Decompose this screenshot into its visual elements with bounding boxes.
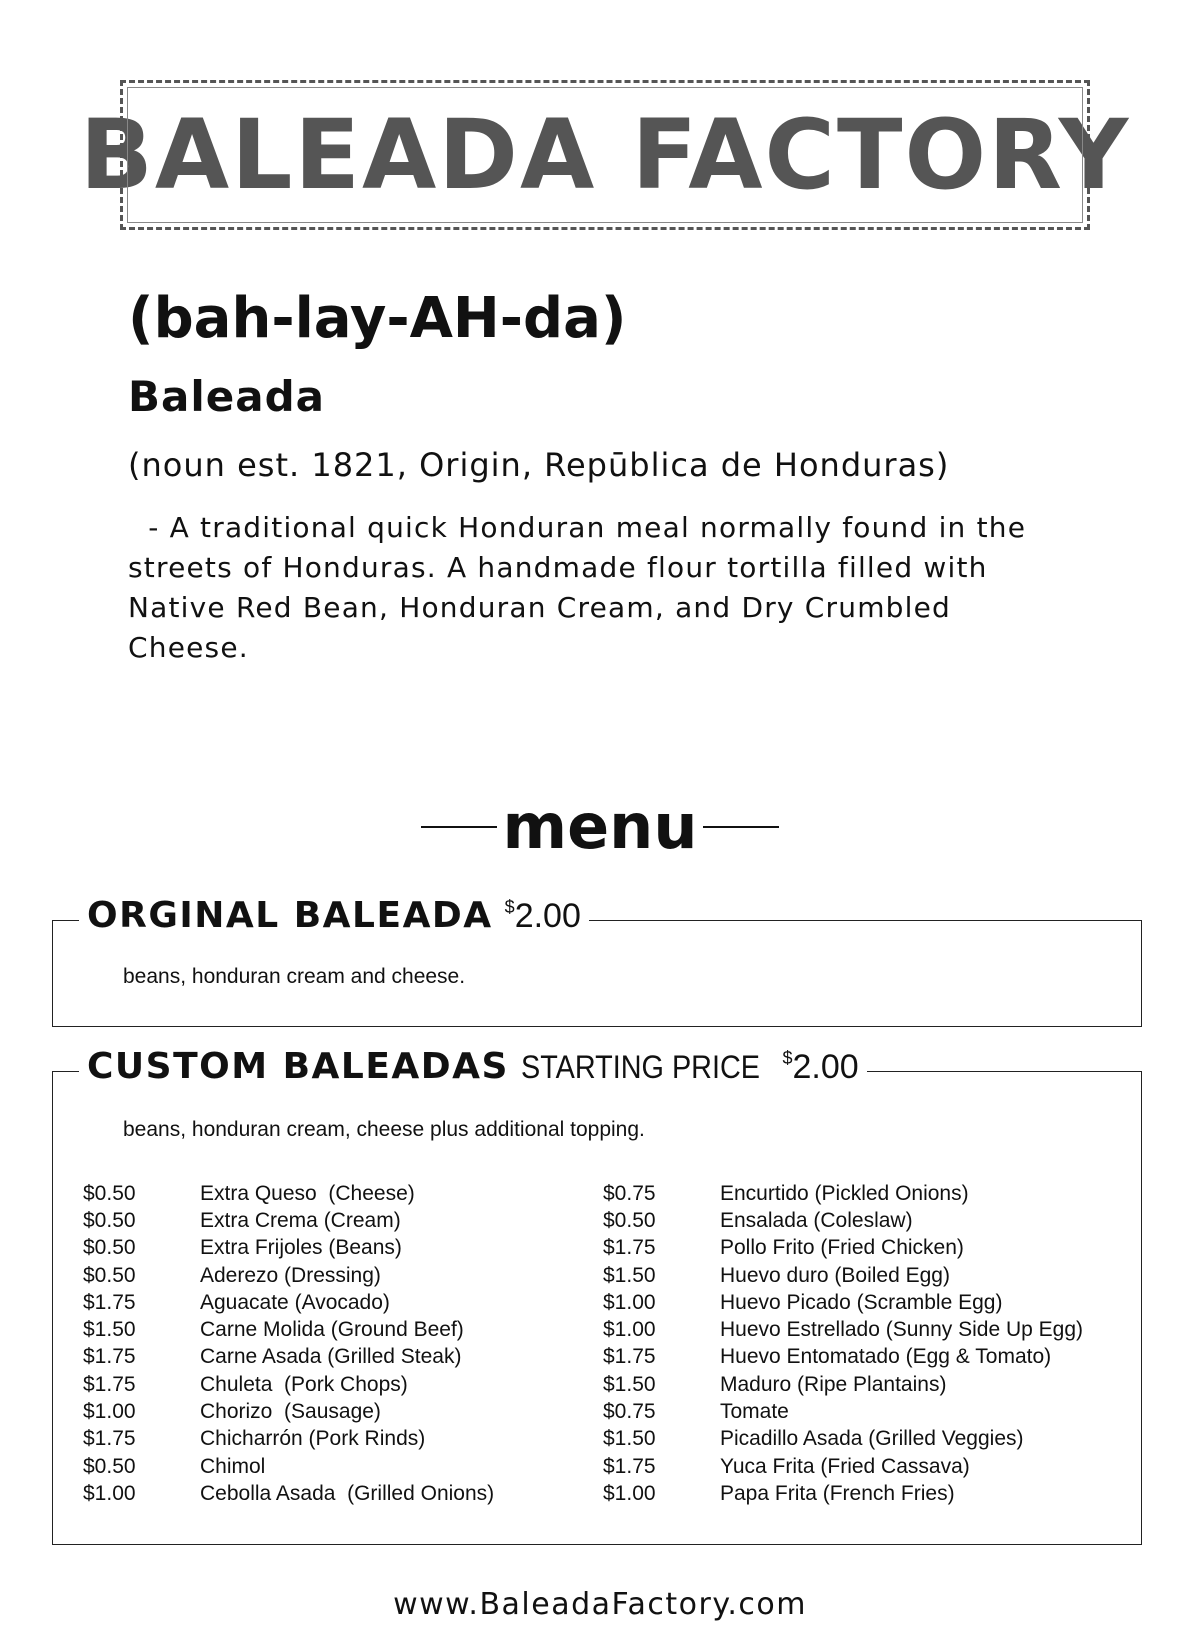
topping-price: $0.50 xyxy=(83,1208,136,1232)
topping-name: Carne Asada (Grilled Steak) xyxy=(200,1345,462,1369)
topping-price: $0.50 xyxy=(603,1208,656,1232)
original-currency: $ xyxy=(504,897,515,917)
toppings-column-right xyxy=(603,1180,1123,1508)
custom-title: CUSTOM BALEADAS xyxy=(87,1046,509,1087)
topping-price: $1.75 xyxy=(83,1290,136,1314)
topping-row xyxy=(603,1480,1123,1507)
topping-name: Yuca Frita (Fried Cassava) xyxy=(720,1454,970,1478)
original-header xyxy=(79,895,589,936)
menu-title: menu xyxy=(502,790,698,863)
topping-name: Chuleta (Pork Chops) xyxy=(200,1372,408,1396)
topping-row xyxy=(603,1316,1123,1343)
topping-price: $1.50 xyxy=(603,1427,656,1451)
topping-price: $1.50 xyxy=(603,1372,656,1396)
topping-row xyxy=(603,1235,1123,1262)
topping-name: Extra Crema (Cream) xyxy=(200,1208,401,1232)
topping-name: Aguacate (Avocado) xyxy=(200,1290,390,1314)
topping-row xyxy=(83,1426,603,1453)
topping-row xyxy=(603,1344,1123,1371)
topping-price: $1.00 xyxy=(83,1481,136,1505)
topping-row xyxy=(603,1207,1123,1234)
menu-rule-right xyxy=(703,826,779,828)
topping-price: $1.50 xyxy=(603,1263,656,1287)
topping-row xyxy=(603,1453,1123,1480)
topping-name: Chicharrón (Pork Rinds) xyxy=(200,1427,426,1451)
noun-line: (noun est. 1821, Origin, Repūblica de Honduras) xyxy=(128,446,950,484)
topping-price: $1.75 xyxy=(83,1345,136,1369)
custom-currency: $ xyxy=(782,1048,793,1068)
topping-row xyxy=(603,1262,1123,1289)
topping-name: Carne Molida (Ground Beef) xyxy=(200,1318,464,1342)
topping-name: Cebolla Asada (Grilled Onions) xyxy=(200,1481,495,1505)
menu-heading xyxy=(0,792,1200,862)
topping-name: Huevo duro (Boiled Egg) xyxy=(720,1263,950,1287)
topping-row xyxy=(603,1426,1123,1453)
topping-row xyxy=(83,1316,603,1343)
topping-name: Encurtido (Pickled Onions) xyxy=(720,1181,969,1205)
topping-row xyxy=(83,1207,603,1234)
pronunciation: (bah-lay-AH-da) xyxy=(128,286,627,351)
topping-price: $0.75 xyxy=(603,1181,656,1205)
topping-price: $1.75 xyxy=(603,1345,656,1369)
topping-name: Maduro (Ripe Plantains) xyxy=(720,1372,947,1396)
topping-name: Papa Frita (French Fries) xyxy=(720,1481,955,1505)
topping-price: $1.00 xyxy=(603,1481,656,1505)
topping-price: $0.50 xyxy=(83,1181,136,1205)
topping-name: Extra Frijoles (Beans) xyxy=(200,1236,402,1260)
topping-name: Extra Queso (Cheese) xyxy=(200,1181,415,1205)
topping-row xyxy=(83,1262,603,1289)
topping-price: $1.00 xyxy=(603,1290,656,1314)
logo-stamp xyxy=(79,80,1131,230)
custom-header xyxy=(79,1046,867,1087)
custom-price: 2.00 xyxy=(792,1048,859,1086)
topping-row xyxy=(83,1453,603,1480)
topping-name: Huevo Estrellado (Sunny Side Up Egg) xyxy=(720,1318,1084,1342)
topping-row xyxy=(83,1180,603,1207)
toppings-list xyxy=(83,1180,1123,1508)
topping-name: Tomate xyxy=(720,1400,789,1424)
topping-price: $0.75 xyxy=(603,1400,656,1424)
topping-row xyxy=(603,1180,1123,1207)
custom-subtitle: STARTING PRICE xyxy=(520,1049,760,1085)
website-url: www.BaleadaFactory.com xyxy=(393,1587,807,1622)
topping-row xyxy=(83,1344,603,1371)
topping-price: $1.50 xyxy=(83,1318,136,1342)
topping-name: Chimol xyxy=(200,1454,266,1478)
topping-price: $1.75 xyxy=(83,1372,136,1396)
topping-price: $0.50 xyxy=(83,1454,136,1478)
original-price: 2.00 xyxy=(514,897,581,935)
original-title: ORGINAL BALEADA xyxy=(87,895,493,936)
topping-name: Picadillo Asada (Grilled Veggies) xyxy=(720,1427,1024,1451)
custom-description: beans, honduran cream, cheese plus additional topping. xyxy=(123,1118,645,1141)
topping-price: $0.50 xyxy=(83,1236,136,1260)
topping-row xyxy=(83,1398,603,1425)
definition-word: Baleada xyxy=(128,372,325,421)
topping-name: Pollo Frito (Fried Chicken) xyxy=(720,1236,964,1260)
topping-name: Aderezo (Dressing) xyxy=(200,1263,381,1287)
topping-name: Chorizo (Sausage) xyxy=(200,1400,381,1424)
topping-price: $0.50 xyxy=(83,1263,136,1287)
topping-price: $1.00 xyxy=(83,1400,136,1424)
topping-price: $1.75 xyxy=(603,1454,656,1478)
topping-name: Huevo Entomatado (Egg & Tomato) xyxy=(720,1345,1052,1369)
definition-text: - A traditional quick Honduran meal normally found in the streets of Honduras. A handmade flour tortilla filled with Native Red Bean, Honduran Cream, and Dry Crumbled Cheese. xyxy=(128,511,1037,664)
topping-row xyxy=(603,1289,1123,1316)
topping-price: $1.75 xyxy=(603,1236,656,1260)
topping-row xyxy=(603,1371,1123,1398)
topping-row xyxy=(603,1398,1123,1425)
topping-price: $1.75 xyxy=(83,1427,136,1451)
topping-row xyxy=(83,1480,603,1507)
topping-row xyxy=(83,1289,603,1316)
custom-baleadas-section xyxy=(52,1046,1142,1545)
topping-name: Ensalada (Coleslaw) xyxy=(720,1208,913,1232)
toppings-column-left xyxy=(83,1180,603,1508)
menu-rule-left xyxy=(421,826,497,828)
topping-name: Huevo Picado (Scramble Egg) xyxy=(720,1290,1003,1314)
topping-row xyxy=(83,1235,603,1262)
original-baleada-section xyxy=(52,895,1142,1027)
topping-price: $1.00 xyxy=(603,1318,656,1342)
logo-text: BALEADA FACTORY xyxy=(79,99,1131,211)
topping-row xyxy=(83,1371,603,1398)
original-description: beans, honduran cream and cheese. xyxy=(123,965,466,988)
